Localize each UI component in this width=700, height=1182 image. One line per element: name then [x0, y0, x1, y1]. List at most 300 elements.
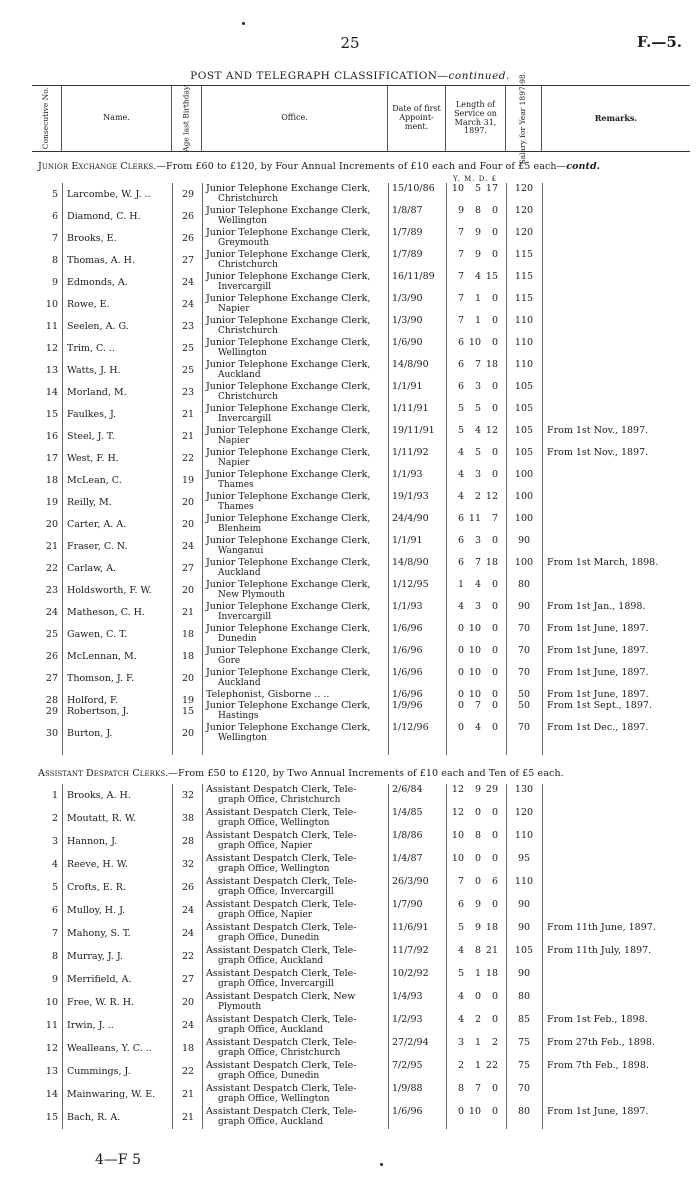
- row-date: 1/6/90: [392, 337, 423, 348]
- row-number: 23: [45, 585, 58, 596]
- row-months: 8: [474, 945, 481, 956]
- row-age: 38: [181, 813, 195, 824]
- row-date: 11/7/92: [392, 945, 429, 956]
- row-months: 5: [474, 403, 481, 414]
- row-name: Fraser, C. N.: [67, 541, 128, 552]
- row-salary: 90: [517, 899, 531, 910]
- row-age: 22: [181, 1066, 195, 1077]
- row-office: Assistant Despatch Clerk, Tele-: [206, 784, 357, 795]
- row-number: 5: [51, 882, 58, 893]
- row-years: 4: [457, 469, 464, 480]
- row-date: 1/12/95: [392, 579, 429, 590]
- row-years: 10: [451, 183, 464, 194]
- row-days: 21: [485, 945, 498, 956]
- row-number: 10: [45, 299, 58, 310]
- row-name: Mulloy, H. J.: [67, 905, 126, 916]
- row-salary: 100: [514, 557, 534, 568]
- row-months: 1: [474, 1037, 481, 1048]
- row-office-place: Hastings: [218, 711, 259, 721]
- row-months: 8: [474, 205, 481, 216]
- row-name: Reilly, M.: [67, 497, 112, 508]
- row-name: Merrifield, A.: [67, 974, 132, 985]
- row-months: 10: [468, 623, 481, 634]
- row-name: Seelen, A. G.: [67, 321, 129, 332]
- row-number: 15: [45, 409, 58, 420]
- page-code: F.—5.: [636, 33, 682, 51]
- row-years: 0: [457, 623, 464, 634]
- row-date: 24/4/90: [392, 513, 429, 524]
- row-days: 12: [485, 491, 498, 502]
- row-salary: 85: [517, 1014, 531, 1025]
- row-remarks: From 1st Sept., 1897.: [547, 700, 652, 711]
- row-months: 11: [468, 513, 481, 524]
- row-number: 13: [45, 365, 58, 376]
- row-months: 10: [468, 689, 481, 700]
- row-office-place: graph Office, Wellington: [218, 1094, 330, 1104]
- row-name: Wealleans, Y. C. ..: [67, 1043, 152, 1054]
- row-number: 12: [45, 343, 58, 354]
- row-years: 1: [457, 579, 464, 590]
- row-number: 9: [51, 974, 58, 985]
- row-number: 14: [45, 387, 58, 398]
- row-office-place: Christchurch: [218, 392, 278, 402]
- row-name: Steel, J. T.: [67, 431, 115, 442]
- row-months: 7: [474, 359, 481, 370]
- row-age: 22: [181, 951, 195, 962]
- row-age: 26: [181, 882, 195, 893]
- title-main: POST AND TELEGRAPH CLASSIFICATION—: [190, 70, 449, 82]
- row-office-place: graph Office, Christchurch: [218, 1048, 341, 1058]
- row-remarks: From 1st March, 1898.: [547, 557, 659, 568]
- row-office: Assistant Despatch Clerk, Tele-: [206, 807, 357, 818]
- row-date: 1/1/91: [392, 535, 423, 546]
- row-months: 4: [474, 722, 481, 733]
- row-office: Junior Telephone Exchange Clerk,: [206, 700, 371, 711]
- row-office: Junior Telephone Exchange Clerk,: [206, 491, 371, 502]
- header-remarks: Remarks.: [594, 113, 638, 124]
- row-remarks: From 1st June, 1897.: [547, 1106, 649, 1117]
- row-years: 4: [457, 945, 464, 956]
- header-date: Date of first Appoint-ment.: [388, 86, 446, 151]
- row-months: 9: [474, 227, 481, 238]
- row-salary: 100: [514, 513, 534, 524]
- row-name: Hannon, J.: [67, 836, 118, 847]
- row-days: 29: [485, 784, 498, 795]
- row-salary: 50: [517, 700, 531, 711]
- row-office-place: Wellington: [218, 216, 267, 226]
- row-name: Trim, C. ..: [67, 343, 115, 354]
- row-name: Mainwaring, W. E.: [67, 1089, 156, 1100]
- row-salary: 95: [517, 853, 531, 864]
- row-office: Junior Telephone Exchange Clerk,: [206, 557, 371, 568]
- row-days: 0: [491, 469, 498, 480]
- row-days: 0: [491, 807, 498, 818]
- row-number: 13: [45, 1066, 58, 1077]
- row-years: 6: [457, 359, 464, 370]
- row-name: Irwin, J. ..: [67, 1020, 114, 1031]
- row-office-place: Napier: [218, 436, 250, 446]
- row-years: 0: [457, 722, 464, 733]
- row-remarks: From 1st Nov., 1897.: [547, 425, 649, 436]
- section1-lead: Junior Exchange Clerks.: [38, 161, 157, 172]
- row-months: 5: [474, 447, 481, 458]
- row-name: Burton, J.: [67, 728, 113, 739]
- table-assistant-despatch-clerks: [32, 784, 690, 1129]
- row-office-place: Dunedin: [218, 634, 257, 644]
- row-days: 0: [491, 249, 498, 260]
- row-date: 27/2/94: [392, 1037, 429, 1048]
- row-age: 18: [181, 1043, 195, 1054]
- header-office: Office.: [202, 86, 388, 151]
- row-office-place: Invercargill: [218, 414, 272, 424]
- row-months: 1: [474, 315, 481, 326]
- footer-signature: 4—F 5: [95, 1152, 141, 1168]
- row-office: Assistant Despatch Clerk, Tele-: [206, 1060, 357, 1071]
- row-years: 5: [457, 922, 464, 933]
- row-date: 1/6/96: [392, 1106, 423, 1117]
- row-salary: 70: [517, 722, 531, 733]
- row-salary: 130: [514, 784, 534, 795]
- row-remarks: From 1st June, 1897.: [547, 667, 649, 678]
- row-number: 8: [51, 255, 58, 266]
- row-number: 15: [45, 1112, 58, 1123]
- row-date: 19/1/93: [392, 491, 429, 502]
- row-salary: 90: [517, 601, 531, 612]
- row-date: 1/11/92: [392, 447, 429, 458]
- row-months: 7: [474, 1083, 481, 1094]
- row-salary: 110: [514, 830, 534, 841]
- row-days: 0: [491, 700, 498, 711]
- row-salary: 105: [514, 447, 534, 458]
- row-age: 27: [181, 974, 195, 985]
- row-years: 6: [457, 899, 464, 910]
- row-office-place: graph Office, Dunedin: [218, 1071, 320, 1081]
- row-name: Bach, R. A.: [67, 1112, 121, 1123]
- row-remarks: From 11th June, 1897.: [547, 922, 656, 933]
- ymd-label: Y. M. D. £: [453, 175, 498, 183]
- row-date: 10/2/92: [392, 968, 429, 979]
- row-office: Junior Telephone Exchange Clerk,: [206, 425, 371, 436]
- row-age: 24: [181, 1020, 195, 1031]
- row-salary: 110: [514, 359, 534, 370]
- row-salary: 100: [514, 491, 534, 502]
- row-years: 4: [457, 991, 464, 1002]
- row-age: 24: [181, 299, 195, 310]
- row-name: Diamond, C. H.: [67, 211, 141, 222]
- row-age: 20: [181, 497, 195, 508]
- row-date: 1/9/96: [392, 700, 423, 711]
- row-salary: 80: [517, 991, 531, 1002]
- row-days: 18: [485, 359, 498, 370]
- row-office-place: graph Office, Dunedin: [218, 933, 320, 943]
- row-name: Carter, A. A.: [67, 519, 127, 530]
- row-years: 7: [457, 227, 464, 238]
- row-name: Thomson, J. F.: [67, 673, 135, 684]
- row-age: 18: [181, 629, 195, 640]
- row-date: 1/1/93: [392, 469, 423, 480]
- row-months: 10: [468, 1106, 481, 1117]
- row-number: 12: [45, 1043, 58, 1054]
- row-years: 7: [457, 249, 464, 260]
- row-years: 12: [451, 784, 464, 795]
- row-name: McLennan, M.: [67, 651, 137, 662]
- row-age: 29: [181, 189, 195, 200]
- row-name: Matheson, C. H.: [67, 607, 145, 618]
- row-number: 14: [45, 1089, 58, 1100]
- row-date: 1/1/91: [392, 381, 423, 392]
- row-office: Assistant Despatch Clerk, Tele-: [206, 1106, 357, 1117]
- row-months: 2: [474, 1014, 481, 1025]
- row-number: 4: [51, 859, 58, 870]
- row-office: Junior Telephone Exchange Clerk,: [206, 722, 371, 733]
- row-months: 0: [474, 807, 481, 818]
- row-months: 9: [474, 899, 481, 910]
- row-name: Mahony, S. T.: [67, 928, 131, 939]
- row-office-place: Blenheim: [218, 524, 262, 534]
- row-office-place: New Plymouth: [218, 590, 285, 600]
- row-years: 0: [457, 645, 464, 656]
- row-number: 27: [45, 673, 58, 684]
- row-office: Assistant Despatch Clerk, Tele-: [206, 968, 357, 979]
- row-date: 26/3/90: [392, 876, 429, 887]
- row-years: 7: [457, 315, 464, 326]
- row-remarks: From 1st June, 1897.: [547, 689, 649, 700]
- row-salary: 110: [514, 876, 534, 887]
- row-salary: 110: [514, 337, 534, 348]
- row-years: 3: [457, 1037, 464, 1048]
- row-name: Morland, M.: [67, 387, 127, 398]
- header-salary: Salary for Year 1897-98.: [506, 86, 542, 151]
- row-name: Moutatt, R. W.: [67, 813, 137, 824]
- row-date: 1/7/89: [392, 249, 423, 260]
- row-months: 3: [474, 469, 481, 480]
- row-number: 24: [45, 607, 58, 618]
- row-age: 21: [181, 1089, 195, 1100]
- row-days: 0: [491, 689, 498, 700]
- row-years: 6: [457, 535, 464, 546]
- row-office-place: Wellington: [218, 733, 267, 743]
- row-name: Cummings, J.: [67, 1066, 131, 1077]
- table-row: [32, 1106, 690, 1132]
- row-name: Brooks, A. H.: [67, 790, 131, 801]
- row-date: 1/1/93: [392, 601, 423, 612]
- row-number: 17: [45, 453, 58, 464]
- row-age: 20: [181, 673, 195, 684]
- row-years: 5: [457, 968, 464, 979]
- row-age: 27: [181, 563, 195, 574]
- row-days: 0: [491, 722, 498, 733]
- row-office-place: graph Office, Napier: [218, 910, 313, 920]
- row-days: 0: [491, 535, 498, 546]
- row-years: 6: [457, 513, 464, 524]
- row-years: 0: [457, 667, 464, 678]
- row-office-place: graph Office, Auckland: [218, 1117, 324, 1127]
- row-office-place: graph Office, Wellington: [218, 818, 330, 828]
- row-number: 7: [51, 233, 58, 244]
- row-days: 18: [485, 557, 498, 568]
- row-age: 15: [181, 706, 195, 717]
- row-number: 26: [45, 651, 58, 662]
- row-days: 0: [491, 447, 498, 458]
- row-office: Junior Telephone Exchange Clerk,: [206, 315, 371, 326]
- row-days: 0: [491, 853, 498, 864]
- row-days: 18: [485, 922, 498, 933]
- row-number: 16: [45, 431, 58, 442]
- row-office-place: Christchurch: [218, 260, 278, 270]
- row-days: 17: [485, 183, 498, 194]
- row-date: 1/6/96: [392, 623, 423, 634]
- title-continued: continued.: [448, 70, 510, 82]
- page-title: [0, 70, 700, 82]
- row-months: 9: [474, 922, 481, 933]
- row-age: 24: [181, 541, 195, 552]
- row-years: 0: [457, 700, 464, 711]
- section2-text: —From £50 to £120, by Two Annual Increments of £10 each and Ten of £5 each.: [168, 768, 564, 779]
- row-years: 4: [457, 601, 464, 612]
- row-date: 7/2/95: [392, 1060, 423, 1071]
- row-date: 1/8/87: [392, 205, 423, 216]
- row-office-place: graph Office, Auckland: [218, 1025, 324, 1035]
- row-years: 2: [457, 1060, 464, 1071]
- table-junior-exchange-clerks: [32, 183, 690, 755]
- row-salary: 70: [517, 1083, 531, 1094]
- row-office: Junior Telephone Exchange Clerk,: [206, 645, 371, 656]
- row-age: 20: [181, 585, 195, 596]
- row-months: 10: [468, 645, 481, 656]
- row-years: 6: [457, 557, 464, 568]
- row-date: 1/11/91: [392, 403, 429, 414]
- row-salary: 105: [514, 945, 534, 956]
- row-months: 5: [474, 183, 481, 194]
- row-office-place: Thames: [218, 480, 254, 490]
- row-number: 28: [45, 695, 58, 706]
- row-office: Junior Telephone Exchange Clerk,: [206, 271, 371, 282]
- row-age: 25: [181, 343, 195, 354]
- row-remarks: From 7th Feb., 1898.: [547, 1060, 649, 1071]
- row-date: 1/8/86: [392, 830, 423, 841]
- section2-lead: Assistant Despatch Clerks.: [38, 768, 169, 779]
- row-name: Holdsworth, F. W.: [67, 585, 152, 596]
- row-office: Assistant Despatch Clerk, Tele-: [206, 1083, 357, 1094]
- row-number: 7: [51, 928, 58, 939]
- row-days: 18: [485, 968, 498, 979]
- row-office: Assistant Despatch Clerk, Tele-: [206, 922, 357, 933]
- row-days: 0: [491, 1106, 498, 1117]
- row-date: 14/8/90: [392, 359, 429, 370]
- row-office-place: graph Office, Auckland: [218, 956, 324, 966]
- row-salary: 50: [517, 689, 531, 700]
- row-office-place: Gore: [218, 656, 241, 666]
- row-name: Brooks, E.: [67, 233, 117, 244]
- row-days: 0: [491, 1014, 498, 1025]
- row-office: Junior Telephone Exchange Clerk,: [206, 579, 371, 590]
- row-years: 4: [457, 447, 464, 458]
- row-days: 7: [491, 513, 498, 524]
- row-years: 10: [451, 830, 464, 841]
- row-salary: 80: [517, 579, 531, 590]
- row-years: 0: [457, 689, 464, 700]
- row-months: 1: [474, 968, 481, 979]
- row-age: 32: [181, 790, 195, 801]
- row-months: 7: [474, 700, 481, 711]
- row-remarks: From 1st Jan., 1898.: [547, 601, 646, 612]
- row-date: 1/12/96: [392, 722, 429, 733]
- row-age: 19: [181, 695, 195, 706]
- row-age: 20: [181, 728, 195, 739]
- row-days: 6: [491, 876, 498, 887]
- row-office: Assistant Despatch Clerk, Tele-: [206, 899, 357, 910]
- row-office: Assistant Despatch Clerk, Tele-: [206, 1014, 357, 1025]
- row-salary: 115: [514, 249, 534, 260]
- row-salary: 90: [517, 968, 531, 979]
- row-office-place: Plymouth: [218, 1002, 262, 1012]
- row-months: 3: [474, 535, 481, 546]
- row-name: Thomas, A. H.: [67, 255, 135, 266]
- row-office-place: graph Office, Wellington: [218, 864, 330, 874]
- row-age: 18: [181, 651, 195, 662]
- row-months: 1: [474, 1060, 481, 1071]
- row-months: 4: [474, 271, 481, 282]
- row-salary: 105: [514, 425, 534, 436]
- row-name: Edmonds, A.: [67, 277, 128, 288]
- row-days: 0: [491, 227, 498, 238]
- row-date: 2/6/84: [392, 784, 423, 795]
- row-office-place: Invercargill: [218, 612, 272, 622]
- row-days: 0: [491, 579, 498, 590]
- row-office-place: Auckland: [218, 568, 261, 578]
- table-row: [32, 722, 690, 748]
- row-salary: 70: [517, 623, 531, 634]
- row-days: 0: [491, 991, 498, 1002]
- row-office: Junior Telephone Exchange Clerk,: [206, 513, 371, 524]
- row-salary: 120: [514, 227, 534, 238]
- row-date: 1/2/93: [392, 1014, 423, 1025]
- row-days: 15: [485, 271, 498, 282]
- section1-tail: contd.: [566, 161, 601, 172]
- row-date: 1/7/90: [392, 899, 423, 910]
- row-office-place: Napier: [218, 458, 250, 468]
- row-office: Junior Telephone Exchange Clerk,: [206, 249, 371, 260]
- row-office-place: Wellington: [218, 348, 267, 358]
- row-days: 0: [491, 337, 498, 348]
- row-salary: 100: [514, 469, 534, 480]
- row-days: 0: [491, 205, 498, 216]
- row-office-place: Greymouth: [218, 238, 270, 248]
- row-office: Assistant Despatch Clerk, Tele-: [206, 1037, 357, 1048]
- row-age: 28: [181, 836, 195, 847]
- row-number: 18: [45, 475, 58, 486]
- row-name: Faulkes, J.: [67, 409, 117, 420]
- row-office: Junior Telephone Exchange Clerk,: [206, 601, 371, 612]
- row-age: 21: [181, 607, 195, 618]
- row-office: Assistant Despatch Clerk, Tele-: [206, 853, 357, 864]
- row-salary: 115: [514, 271, 534, 282]
- row-days: 0: [491, 830, 498, 841]
- section1-text: —From £60 to £120, by Four Annual Increments of £10 each and Four of £5 each—: [156, 161, 567, 172]
- row-number: 6: [51, 905, 58, 916]
- row-office-place: Auckland: [218, 678, 261, 688]
- row-age: 24: [181, 928, 195, 939]
- row-years: 5: [457, 403, 464, 414]
- row-date: 1/4/93: [392, 991, 423, 1002]
- row-remarks: From 27th Feb., 1898.: [547, 1037, 655, 1048]
- row-months: 1: [474, 293, 481, 304]
- row-office: Assistant Despatch Clerk, Tele-: [206, 945, 357, 956]
- row-days: 0: [491, 1083, 498, 1094]
- row-office: Junior Telephone Exchange Clerk,: [206, 183, 371, 194]
- row-number: 10: [45, 997, 58, 1008]
- row-days: 0: [491, 293, 498, 304]
